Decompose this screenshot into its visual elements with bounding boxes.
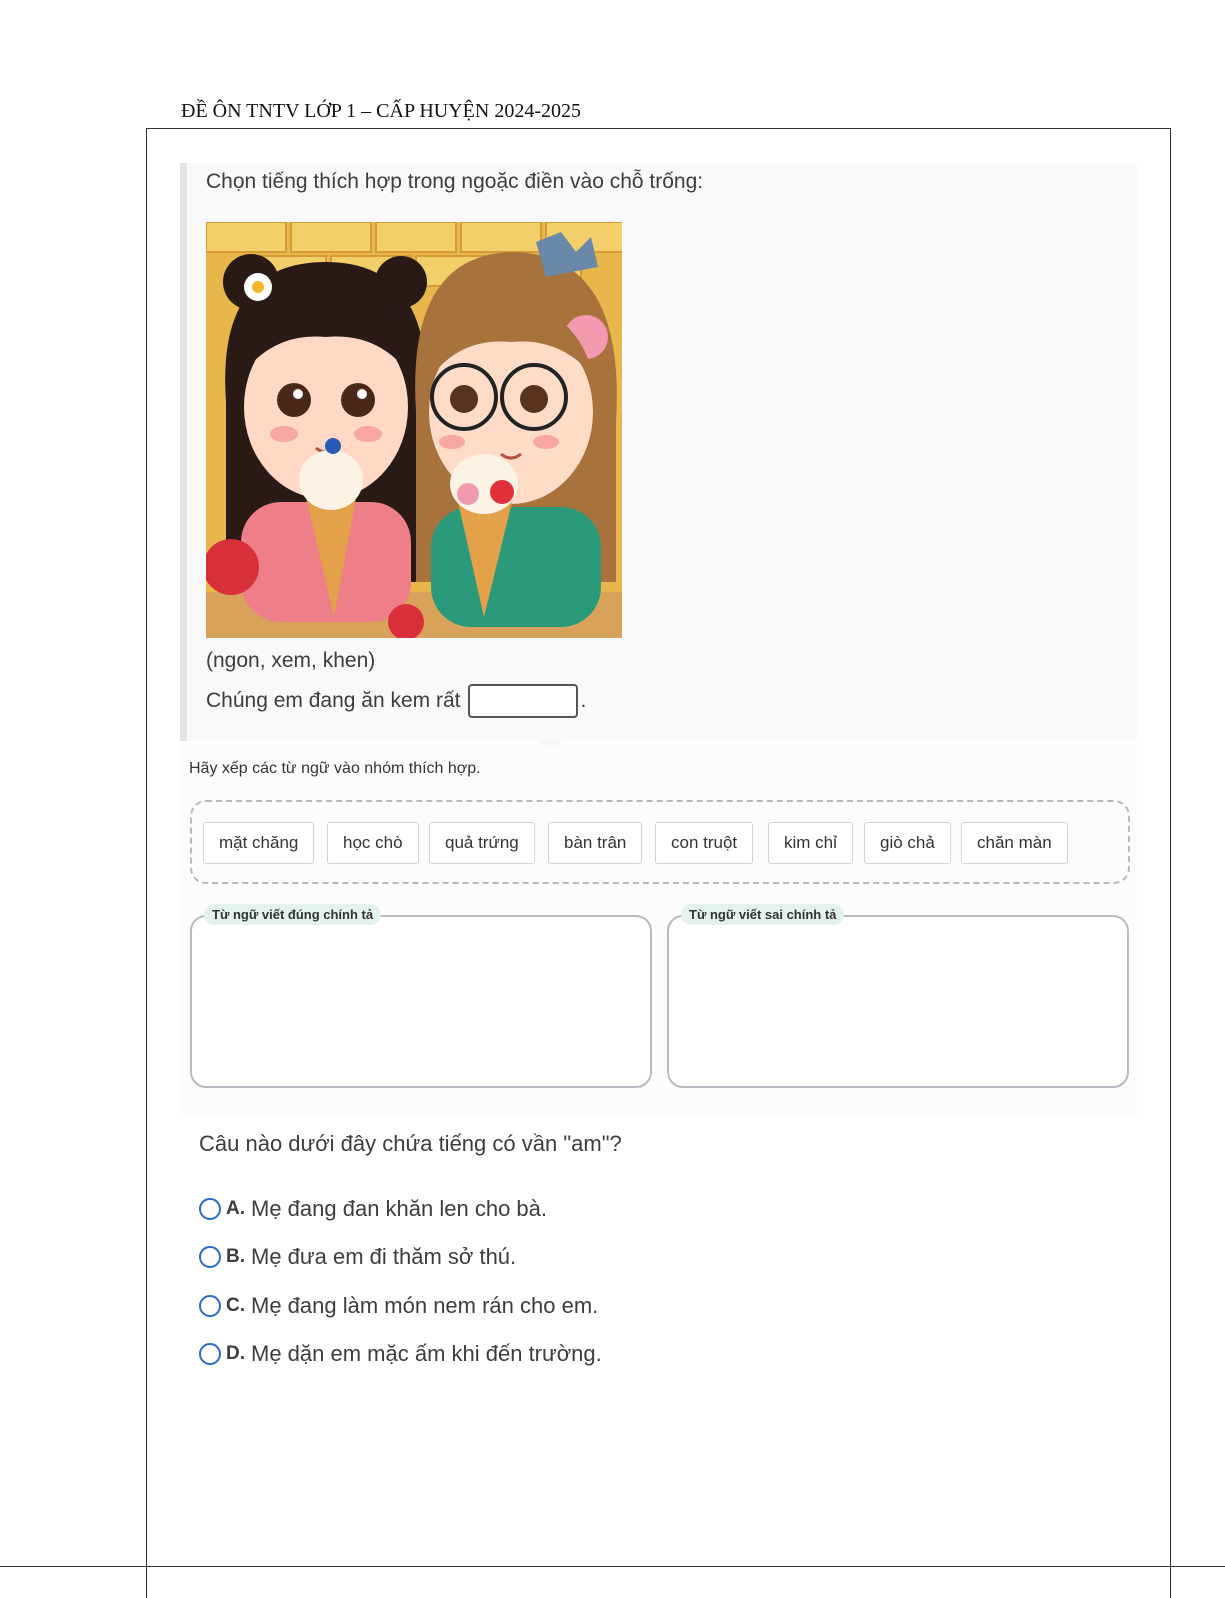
option-letter: A. [226, 1198, 245, 1219]
word-chip[interactable]: học chò [327, 822, 419, 864]
question-3-prompt: Câu nào dưới đây chứa tiếng có vần "am"? [199, 1131, 622, 1156]
word-chip[interactable]: chăn màn [961, 822, 1068, 864]
word-chip[interactable]: mặt chăng [203, 822, 314, 864]
radio-button[interactable] [199, 1343, 221, 1365]
word-chip[interactable]: bàn trân [548, 822, 642, 864]
girls-eating-ice-cream-image [206, 222, 622, 638]
question-1-word-options: (ngon, xem, khen) [206, 649, 376, 672]
question-1-prompt: Chọn tiếng thích hợp trong ngoặc điền vào chỗ trống: [206, 170, 704, 193]
option-text: Mẹ đang làm món nem rán cho em. [251, 1293, 599, 1318]
question-1 [180, 163, 1137, 741]
document-header: ĐỀ ÔN TNTV LỚP 1 – CẤP HUYỆN 2024-2025 [181, 100, 581, 122]
question-2 [180, 745, 1137, 1115]
sentence-period: . [580, 689, 587, 712]
sentence-text: Chúng em đang ăn kem rất [206, 689, 461, 712]
option-letter: B. [226, 1246, 245, 1267]
answer-blank-input[interactable] [468, 684, 578, 718]
word-chip[interactable]: kim chỉ [768, 822, 853, 864]
drop-zone-correct-spelling[interactable] [190, 907, 652, 1088]
answer-option-a[interactable] [199, 1196, 547, 1222]
option-letter: D. [226, 1343, 245, 1364]
question-2-prompt: Hãy xếp các từ ngữ vào nhóm thích hợp. [189, 760, 481, 777]
bottom-rule [0, 1566, 1225, 1567]
group-label-incorrect: Từ ngữ viết sai chính tả [681, 904, 844, 925]
answer-option-b[interactable] [199, 1244, 516, 1270]
option-letter: C. [226, 1295, 245, 1316]
question-1-sentence [206, 684, 586, 718]
answer-option-d[interactable] [199, 1341, 602, 1367]
answer-option-c[interactable] [199, 1293, 598, 1319]
word-pool[interactable] [190, 800, 1130, 884]
word-chip[interactable]: con truột [655, 822, 753, 864]
drop-zone-incorrect-spelling[interactable] [667, 907, 1129, 1088]
option-text: Mẹ đang đan khăn len cho bà. [251, 1196, 548, 1221]
radio-button[interactable] [199, 1198, 221, 1220]
radio-button[interactable] [199, 1246, 221, 1268]
word-chip[interactable]: giò chả [864, 822, 951, 864]
group-label-correct: Từ ngữ viết đúng chính tả [204, 904, 381, 925]
option-text: Mẹ đưa em đi thăm sở thú. [251, 1244, 517, 1269]
radio-button[interactable] [199, 1295, 221, 1317]
word-chip[interactable]: quả trứng [429, 822, 535, 864]
option-text: Mẹ dặn em mặc ấm khi đến trường. [251, 1341, 602, 1366]
